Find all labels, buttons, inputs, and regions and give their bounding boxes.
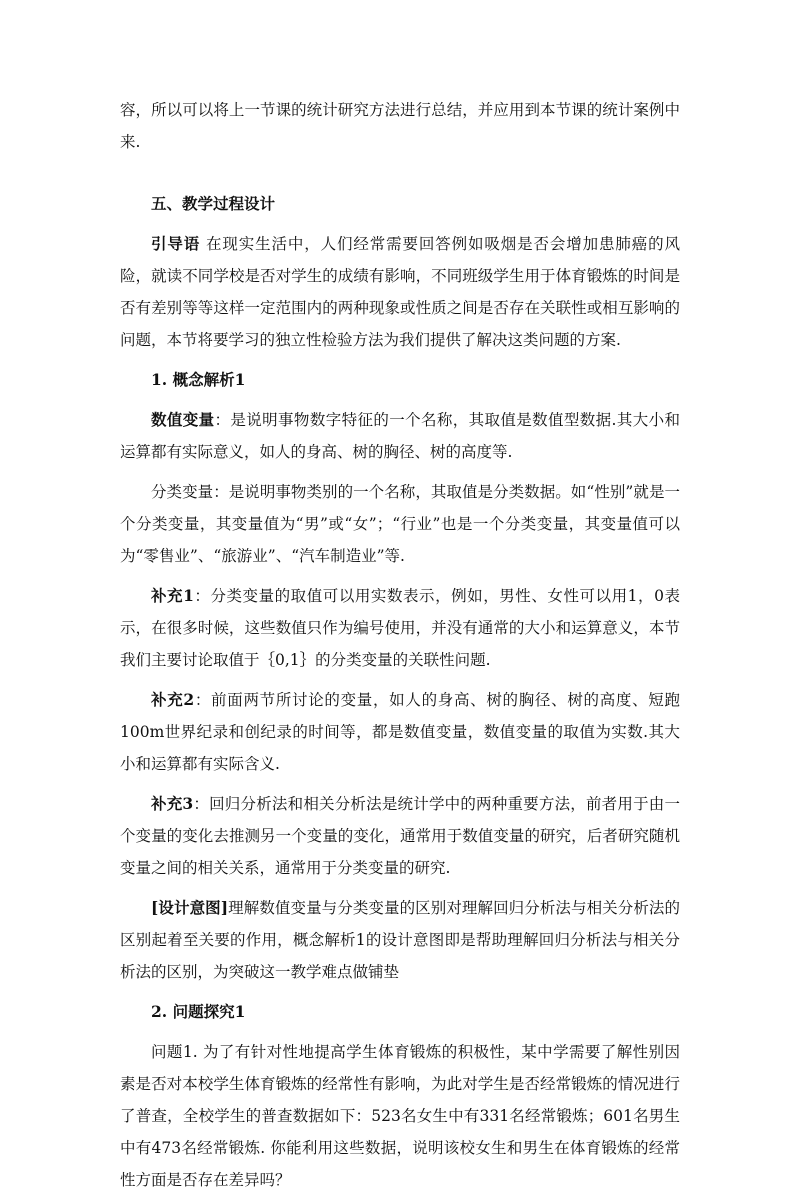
supplement-1-paragraph <box>120 580 680 676</box>
explore-1-heading: 2. 问题探究1 <box>151 1002 246 1021</box>
numeric-variable-paragraph <box>120 404 680 468</box>
numeric-variable-text: ：是说明事物数字特征的一个名称，其取值是数值型数据.其大小和运算都有实际意义，如人的身高、树的胸径、树的高度等. <box>120 411 680 461</box>
lead-label: 引导语 <box>151 234 201 253</box>
intro-paragraph: 容，所以可以将上一节课的统计研究方法进行总结，并应用到本节课的统计案例中来. <box>120 101 680 151</box>
supplement-3-paragraph <box>120 788 680 884</box>
categorical-variable-paragraph: 分类变量：是说明事物类别的一个名称，其取值是分类数据。如“性别”就是一个分类变量，其变量值为“男”或“女”；“行业”也是一个分类变量，其变量值可以为“零售业”、“旅游业”、“汽车制造业”等. <box>120 483 680 565</box>
problem-1-paragraph: 问题1. 为了有针对性地提高学生体育锻炼的积极性，某中学需要了解性别因素是否对本校学生体育锻炼的经常性有影响，为此对学生是否经常锻炼的情况进行了普查，全校学生的普查数据如下：523名女生中有331名经常锻炼；601名男生中有473名经常锻炼. 你能利用这些数据，说明该校女生和男生在体育锻炼的经常性方面是否存在差异吗？ <box>120 1043 680 1189</box>
lead-text: 在现实生活中，人们经常需要回答例如吸烟是否会增加患肺癌的风险，就读不同学校是否对学生的成绩有影响，不同班级学生用于体育锻炼的时间是否有差别等等这样一定范围内的两种现象或性质之间是否存在关联性或相互影响的问题，本节将要学习的独立性检验方法为我们提供了解决这类问题的方案. <box>120 235 680 349</box>
supplement-2-label: 补充2 <box>151 690 195 709</box>
concept-1-heading: 1. 概念解析1 <box>151 370 246 389</box>
supplement-1-label: 补充1 <box>151 586 194 605</box>
supplement-3-text: ：回归分析法和相关分析法是统计学中的两种重要方法，前者用于由一个变量的变化去推测另一个变量的变化，通常用于数值变量的研究，后者研究随机变量之间的相关关系，通常用于分类变量的研究. <box>120 795 680 877</box>
supplement-1-text: ：分类变量的取值可以用实数表示，例如，男性、女性可以用1，0表示，在很多时候，这些数值只作为编号使用，并没有通常的大小和运算意义，本节我们主要讨论取值于｛0,1｝的分类变量的关联性问题. <box>120 587 680 669</box>
supplement-2-paragraph <box>120 684 680 780</box>
section-5-heading: 五、教学过程设计 <box>151 194 276 213</box>
supplement-3-label: 补充3 <box>151 794 194 813</box>
lead-paragraph <box>120 228 680 356</box>
supplement-2-text: ：前面两节所讨论的变量，如人的身高、树的胸径、树的高度、短跑100m世界纪录和创纪录的时间等，都是数值变量，数值变量的取值为实数.其大小和运算都有实际含义. <box>120 691 680 773</box>
design-intent-label: [设计意图] <box>151 898 229 917</box>
document-body <box>120 94 680 1196</box>
numeric-variable-label: 数值变量 <box>151 410 215 429</box>
design-intent-text: 理解数值变量与分类变量的区别对理解回归分析法与相关分析法的区别起着至关要的作用，概念解析1的设计意图即是帮助理解回归分析法与相关分析法的区别，为突破这一教学难点做铺垫 <box>120 899 680 981</box>
design-intent-paragraph <box>120 892 680 988</box>
